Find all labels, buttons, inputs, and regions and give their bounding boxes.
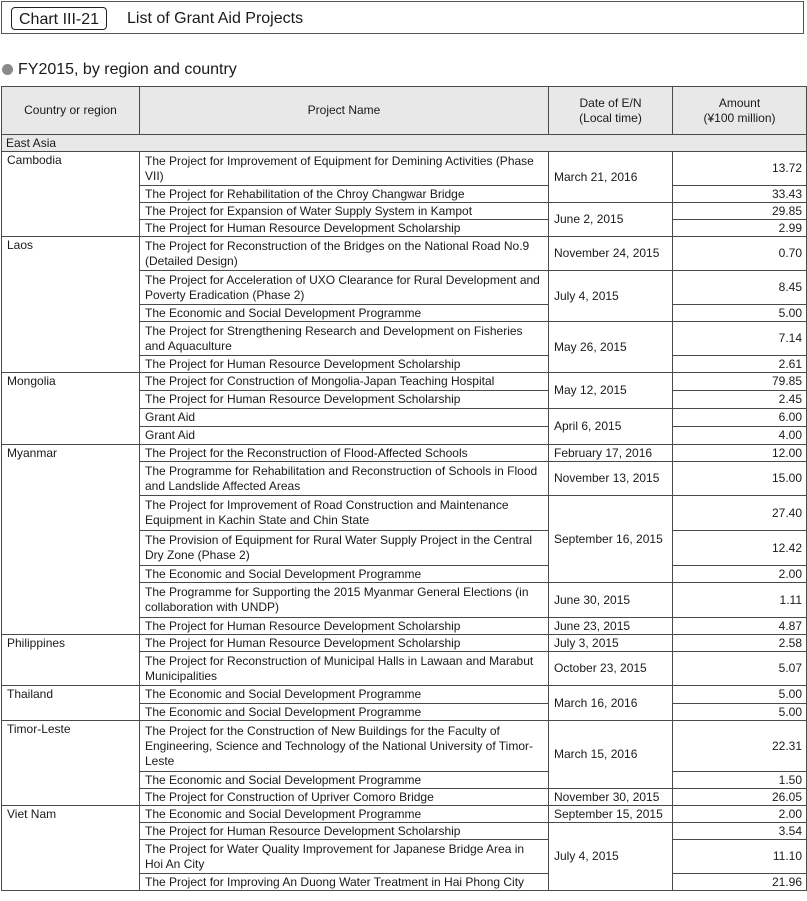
amount-cell: 2.45 [673,391,807,409]
project-name-cell: The Project for Rehabilitation of the Chroy Changwar Bridge [140,186,549,203]
project-name-cell: The Project for Reconstruction of the Bridges on the National Road No.9 (Detailed Design) [140,237,549,271]
project-name-cell: The Project for Reconstruction of Municipal Halls in Lawaan and Marabut Municipalities [140,652,549,686]
table-row [2,237,807,271]
bullet-dot-icon [2,64,13,75]
project-name-cell: The Programme for Rehabilitation and Reconstruction of Schools in Flood and Landslide Affected Areas [140,462,549,496]
amount-cell: 7.14 [673,322,807,356]
project-name-cell: The Project for Human Resource Development Scholarship [140,391,549,409]
region-row [2,135,807,152]
project-name-cell: Grant Aid [140,409,549,427]
amount-cell: 6.00 [673,409,807,427]
amount-cell: 79.85 [673,373,807,391]
amount-cell: 21.96 [673,874,807,891]
date-cell: July 4, 2015 [549,271,673,322]
amount-cell: 3.54 [673,823,807,840]
date-cell: February 17, 2016 [549,445,673,462]
project-name-cell: Grant Aid [140,427,549,445]
date-cell: November 24, 2015 [549,237,673,271]
grant-aid-table [1,86,807,891]
amount-cell: 1.50 [673,772,807,789]
subtitle-text: FY2015, by region and country [18,61,237,78]
project-name-cell: The Programme for Supporting the 2015 Myanmar General Elections (in collaboration with UNDP) [140,583,549,618]
amount-cell: 26.05 [673,789,807,806]
date-cell: June 30, 2015 [549,583,673,618]
amount-cell: 5.00 [673,686,807,704]
date-cell: May 12, 2015 [549,373,673,409]
date-cell: March 15, 2016 [549,721,673,789]
country-cell: Mongolia [2,373,140,445]
project-name-cell: The Project for Human Resource Development Scholarship [140,823,549,840]
table-header-row [2,87,807,135]
country-cell: Timor-Leste [2,721,140,806]
amount-cell: 4.00 [673,427,807,445]
amount-cell: 29.85 [673,203,807,220]
country-cell: Laos [2,237,140,373]
country-cell: Viet Nam [2,806,140,891]
country-cell: Cambodia [2,152,140,237]
date-cell: July 4, 2015 [549,823,673,891]
chart-title: List of Grant Aid Projects [127,10,304,27]
amount-cell: 15.00 [673,462,807,496]
amount-cell: 2.61 [673,356,807,373]
date-cell: September 15, 2015 [549,806,673,823]
amount-cell: 12.42 [673,531,807,566]
project-name-cell: The Project for Human Resource Development Scholarship [140,356,549,373]
date-cell: September 16, 2015 [549,496,673,583]
project-name-cell: The Economic and Social Development Programme [140,305,549,322]
amount-cell: 11.10 [673,840,807,874]
country-cell: Philippines [2,635,140,686]
column-header-country: Country or region [2,87,140,135]
project-name-cell: The Economic and Social Development Programme [140,686,549,704]
amount-cell: 8.45 [673,271,807,305]
date-cell: March 16, 2016 [549,686,673,721]
date-cell: October 23, 2015 [549,652,673,686]
amount-cell: 2.58 [673,635,807,652]
date-cell: November 30, 2015 [549,789,673,806]
amount-cell: 22.31 [673,721,807,772]
project-name-cell: The Project for Human Resource Development Scholarship [140,635,549,652]
project-name-cell: The Project for Water Quality Improvement for Japanese Bridge Area in Hoi An City [140,840,549,874]
table-row [2,373,807,391]
project-name-cell: The Project for Strengthening Research and Development on Fisheries and Aquaculture [140,322,549,356]
amount-cell: 5.00 [673,305,807,322]
table-row [2,806,807,823]
project-name-cell: The Project for the Reconstruction of Flood-Affected Schools [140,445,549,462]
project-name-cell: The Project for Improvement of Equipment for Demining Activities (Phase VII) [140,152,549,186]
chart-header [1,1,804,34]
amount-cell: 12.00 [673,445,807,462]
project-name-cell: The Project for Construction of Mongolia-Japan Teaching Hospital [140,373,549,391]
amount-cell: 13.72 [673,152,807,186]
table-row [2,686,807,704]
column-header-amount: Amount (¥100 million) [673,87,807,135]
project-name-cell: The Economic and Social Development Programme [140,704,549,721]
chart-number-label: Chart III-21 [11,7,107,30]
amount-cell: 5.07 [673,652,807,686]
amount-cell: 1.11 [673,583,807,618]
amount-cell: 4.87 [673,618,807,635]
project-name-cell: The Project for Improving An Duong Water Treatment in Hai Phong City [140,874,549,891]
amount-cell: 2.99 [673,220,807,237]
table-row [2,721,807,772]
date-cell: July 3, 2015 [549,635,673,652]
table-row [2,635,807,652]
project-name-cell: The Project for Construction of Upriver Comoro Bridge [140,789,549,806]
date-cell: March 21, 2016 [549,152,673,203]
date-cell: June 23, 2015 [549,618,673,635]
project-name-cell: The Project for Expansion of Water Supply System in Kampot [140,203,549,220]
section-subtitle [2,60,237,80]
project-name-cell: The Project for Human Resource Development Scholarship [140,220,549,237]
amount-cell: 2.00 [673,566,807,583]
project-name-cell: The Economic and Social Development Programme [140,772,549,789]
table-row [2,445,807,462]
project-name-cell: The Project for Improvement of Road Construction and Maintenance Equipment in Kachin State and Chin State [140,496,549,531]
project-name-cell: The Economic and Social Development Programme [140,806,549,823]
amount-cell: 0.70 [673,237,807,271]
country-cell: Thailand [2,686,140,721]
amount-cell: 27.40 [673,496,807,531]
country-cell: Myanmar [2,445,140,635]
column-header-date: Date of E/N (Local time) [549,87,673,135]
region-label: East Asia [2,135,807,152]
project-name-cell: The Project for Human Resource Development Scholarship [140,618,549,635]
amount-cell: 33.43 [673,186,807,203]
date-cell: May 26, 2015 [549,322,673,373]
amount-cell: 2.00 [673,806,807,823]
date-cell: November 13, 2015 [549,462,673,496]
table-row [2,152,807,186]
date-cell: April 6, 2015 [549,409,673,445]
project-name-cell: The Project for Acceleration of UXO Clearance for Rural Development and Poverty Eradication (Phase 2) [140,271,549,305]
amount-cell: 5.00 [673,704,807,721]
date-cell: June 2, 2015 [549,203,673,237]
project-name-cell: The Provision of Equipment for Rural Water Supply Project in the Central Dry Zone (Phase 2) [140,531,549,566]
project-name-cell: The Economic and Social Development Programme [140,566,549,583]
column-header-project: Project Name [140,87,549,135]
project-name-cell: The Project for the Construction of New Buildings for the Faculty of Engineering, Science and Technology of the National University of Timor-Leste [140,721,549,772]
